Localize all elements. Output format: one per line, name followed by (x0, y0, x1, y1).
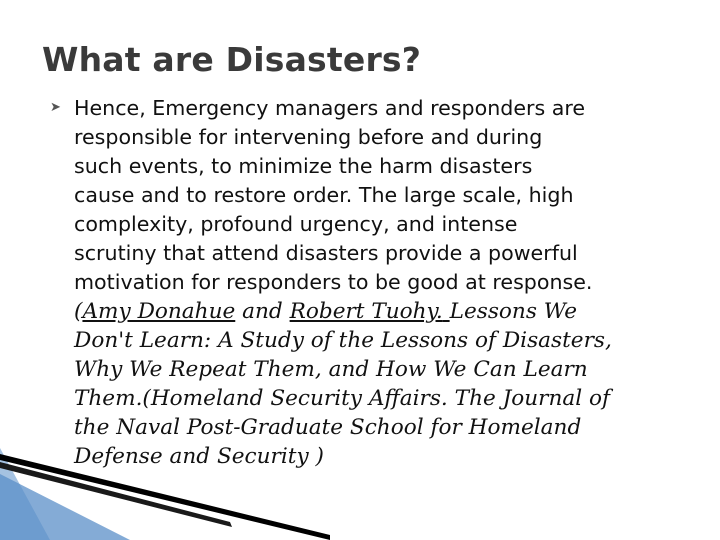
citation-line: the Naval Post-Graduate School for Homeland (74, 415, 582, 440)
citation-line: Them.(Homeland Security Affairs. The Journal of (74, 386, 611, 411)
citation-conjunction: and (235, 299, 290, 324)
citation-line (74, 297, 700, 326)
text-line: scrutiny that attend disasters provide a powerful (74, 241, 578, 265)
citation-line: Why We Repeat Them, and How We Can Learn (74, 357, 588, 382)
text-line: such events, to minimize the harm disasters (74, 154, 533, 178)
bullet-text (74, 94, 700, 471)
citation-line: Defense and Security ) (74, 444, 324, 469)
text-line: complexity, profound urgency, and intense (74, 212, 518, 236)
text-line: responsible for intervening before and during (74, 125, 543, 149)
text-line: cause and to restore order. The large scale, high (74, 183, 574, 207)
citation-line: Don't Learn: A Study of the Lessons of Disasters, (74, 328, 612, 353)
text-line: Hence, Emergency managers and responders are (74, 96, 586, 120)
arrow-bullet-icon: ➤ (50, 100, 61, 115)
text-line: motivation for responders to be good at response. (74, 270, 593, 294)
citation-title-start: Lessons We (449, 299, 577, 324)
author-robert-tuohy: Robert Tuohy. (289, 299, 443, 324)
author-amy-donahue: Amy Donahue (82, 299, 236, 324)
citation-underlined-space (443, 299, 450, 324)
citation-open-paren: ( (74, 299, 83, 324)
slide-title: What are Disasters? (42, 40, 422, 79)
